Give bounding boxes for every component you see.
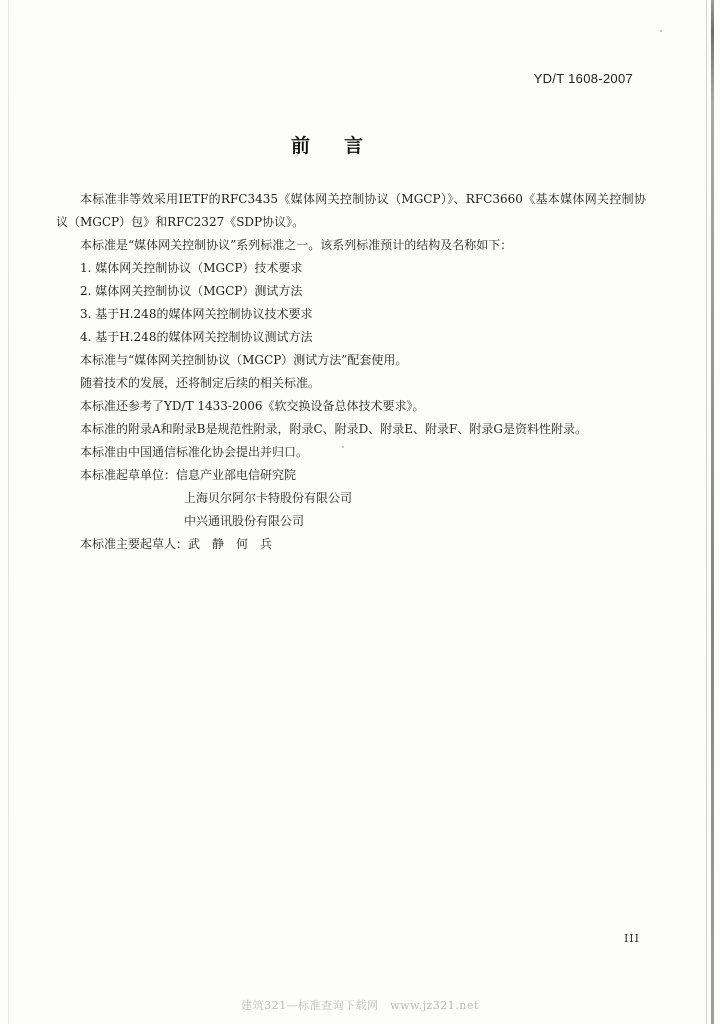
foreword-body [56, 188, 646, 556]
document-code: YD/T 1608-2007 [533, 71, 633, 86]
drafters-line [56, 533, 646, 556]
drafting-units-line [56, 464, 646, 487]
page-title: 前言 [290, 135, 397, 157]
paragraph-reference: 本标准还参考了YD/T 1433-2006《软交换设备总体技术要求》。 [80, 399, 425, 413]
series-item-1: 1. 媒体网关控制协议（MGCP）技术要求 [80, 261, 303, 275]
paragraph-proposer: 本标准由中国通信标准化协会提出并归口。 [80, 445, 309, 459]
series-item-2: 2. 媒体网关控制协议（MGCP）测试方法 [80, 284, 303, 298]
series-item-4: 4. 基于H.248的媒体网关控制协议测试方法 [80, 330, 313, 344]
drafting-units-label: 本标准起草单位： [80, 468, 177, 482]
paragraph-series: 本标准是“媒体网关控制协议”系列标准之一。该系列标准预计的结构及名称如下： [80, 238, 513, 252]
drafting-unit-3: 中兴通讯股份有限公司 [184, 514, 305, 528]
scan-edge-right-inner [706, 0, 707, 1024]
series-item-3: 3. 基于H.248的媒体网关控制协议技术要求 [80, 307, 313, 321]
paragraph-adoption: 本标准非等效采用IETF的RFC3435《媒体网关控制协议（MGCP）》、RFC3660《基本媒体网关控制协议（MGCP）包》和RFC2327《SDP协议》。 [56, 192, 646, 229]
scan-edge-right [711, 0, 714, 1024]
watermark: 建筑321—标准查询下载网 www.jz321.net [241, 999, 479, 1012]
paragraph-future: 随着技术的发展，还将制定后续的相关标准。 [80, 376, 321, 390]
drafters-label: 本标准主要起草人： [80, 537, 189, 551]
scan-speck [660, 30, 662, 32]
paragraph-companion: 本标准与“媒体网关控制协议（MGCP）测试方法”配套使用。 [80, 353, 408, 367]
paragraph-annexes: 本标准的附录A和附录B是规范性附录，附录C、附录D、附录E、附录F、附录G是资料性附录。 [80, 422, 587, 436]
drafting-unit-1: 信息产业部电信研究院 [176, 468, 297, 482]
page-number: III [623, 932, 640, 945]
scan-speck [342, 446, 344, 448]
drafters-names: 武 静 何 兵 [188, 537, 273, 551]
drafting-unit-2: 上海贝尔阿尔卡特股份有限公司 [184, 491, 353, 505]
